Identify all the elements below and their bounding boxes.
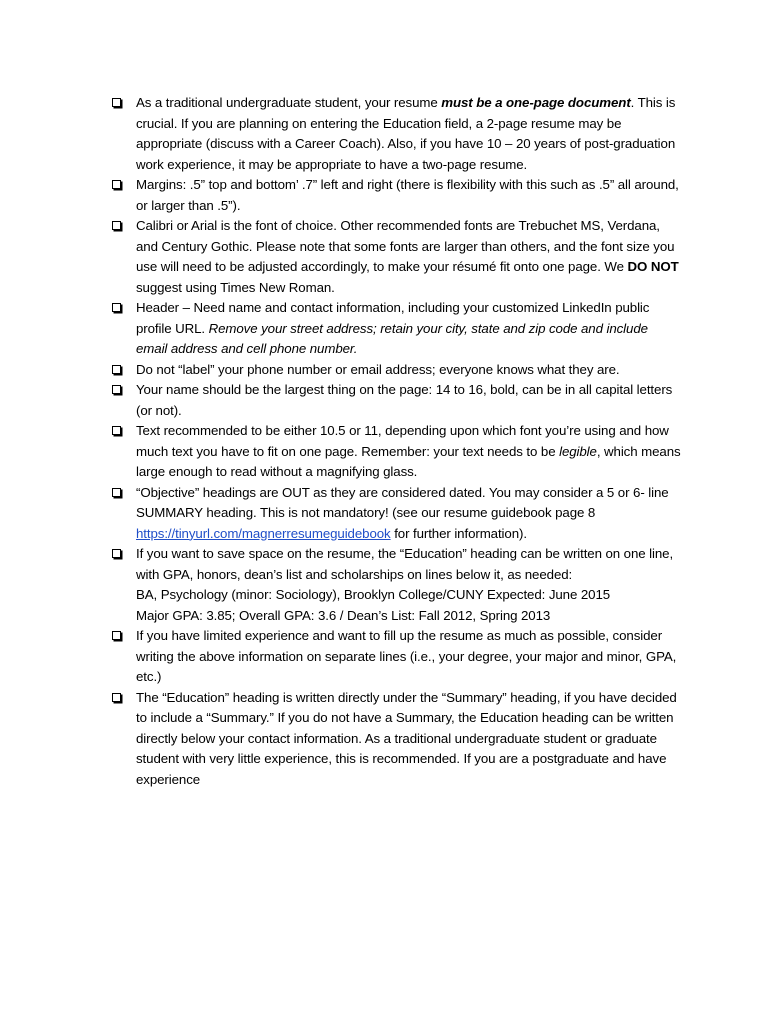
item-text: , which means large enough to read without a magnifying glass. [136,443,681,479]
checkbox-bullet-icon [112,98,121,107]
item-text: Header – Need name and contact information, including your customized LinkedIn public profile URL. [136,300,650,336]
item-text: for further information). [390,525,527,541]
item-text: . This is crucial. If you are planning on entering the Education field, a 2-page resume may be appropriate (discuss with a Career Coach). Also, if you have 10 – 20 years of post-graduation work experience, it may be appropriate to have a two-page resume. [136,95,676,172]
item-emphasis: legible [559,443,597,459]
item-text: Calibri or Arial is the font of choice. Other recommended fonts are Trebuchet MS, Verdana, and Century Gothic. Please note that some fonts are larger than others, and the font size you use will need to be adjusted accordingly, to make your résumé fit onto one page. We [136,218,675,274]
checkbox-bullet-icon [112,693,121,702]
checkbox-bullet-icon [112,631,121,640]
checkbox-bullet-icon [112,488,121,497]
list-item [112,175,682,216]
checkbox-bullet-icon [112,426,121,435]
item-text: As a traditional undergraduate student, your resume [136,95,442,110]
education-example-line-2: Major GPA: 3.85; Overall GPA: 3.6 / Dean’s List: Fall 2012, Spring 2013 [136,607,551,623]
education-example-line-1: BA, Psychology (minor: Sociology), Brooklyn College/CUNY Expected: June 2015 [136,587,611,602]
resume-guidebook-link[interactable]: https://tinyurl.com/magnerresumeguidebook [136,525,391,541]
checkbox-bullet-icon [112,365,121,374]
item-text: Margins: .5” top and bottom’ .7” left and right (there is flexibility with this such as .5” all around, or larger than .5”). [136,177,679,213]
checkbox-bullet-icon [112,221,121,230]
list-item [112,380,682,421]
list-item [112,421,682,483]
item-emphasis: must be a one-page document [441,95,631,110]
item-text: The “Education” heading is written directly under the “Summary” heading, if you have decided to include a “Summary.” If you do not have a Summary, the Education heading can be written directly below your contact information. As a traditional undergraduate student or graduate student with very little experience, this is recommended. If you are a postgraduate and have experience [136,689,677,787]
checkbox-bullet-icon [112,385,121,394]
item-text: If you want to save space on the resume, the “Education” heading can be written on one line, with GPA, honors, dean’s list and scholarships on lines below it, as needed: [136,546,674,582]
item-emphasis: DO NOT [627,259,679,274]
item-text: suggest using Times New Roman. [136,279,335,295]
list-item [112,216,682,298]
item-text: Do not “label” your phone number or email address; everyone knows what they are. [136,361,620,377]
list-item [112,360,682,381]
item-text: Your name should be the largest thing on the page: 14 to 16, bold, can be in all capital letters (or not). [136,382,673,418]
checkbox-bullet-icon [112,303,121,312]
list-item [112,93,682,175]
list-item [112,688,682,791]
list-item [112,544,682,626]
item-text: “Objective” headings are OUT as they are considered dated. You may consider a 5 or 6- line SUMMARY heading. This is not mandatory! (see our resume guidebook page 8 [136,484,669,520]
checkbox-bullet-icon [112,180,121,189]
item-emphasis: Remove your street address; retain your city, state and zip code and include email address and cell phone number. [136,320,648,356]
list-item [112,298,682,360]
resume-tips-list [112,93,682,790]
item-text: If you have limited experience and want to fill up the resume as much as possible, consider writing the above information on separate lines (i.e., your degree, your major and minor, GPA, etc.) [136,628,677,684]
list-item [112,626,682,688]
list-item [112,483,682,545]
item-text: Text recommended to be either 10.5 or 11, depending upon which font you’re using and how much text you have to fit on one page. Remember: your text needs to be [136,423,669,459]
checkbox-bullet-icon [112,549,121,558]
